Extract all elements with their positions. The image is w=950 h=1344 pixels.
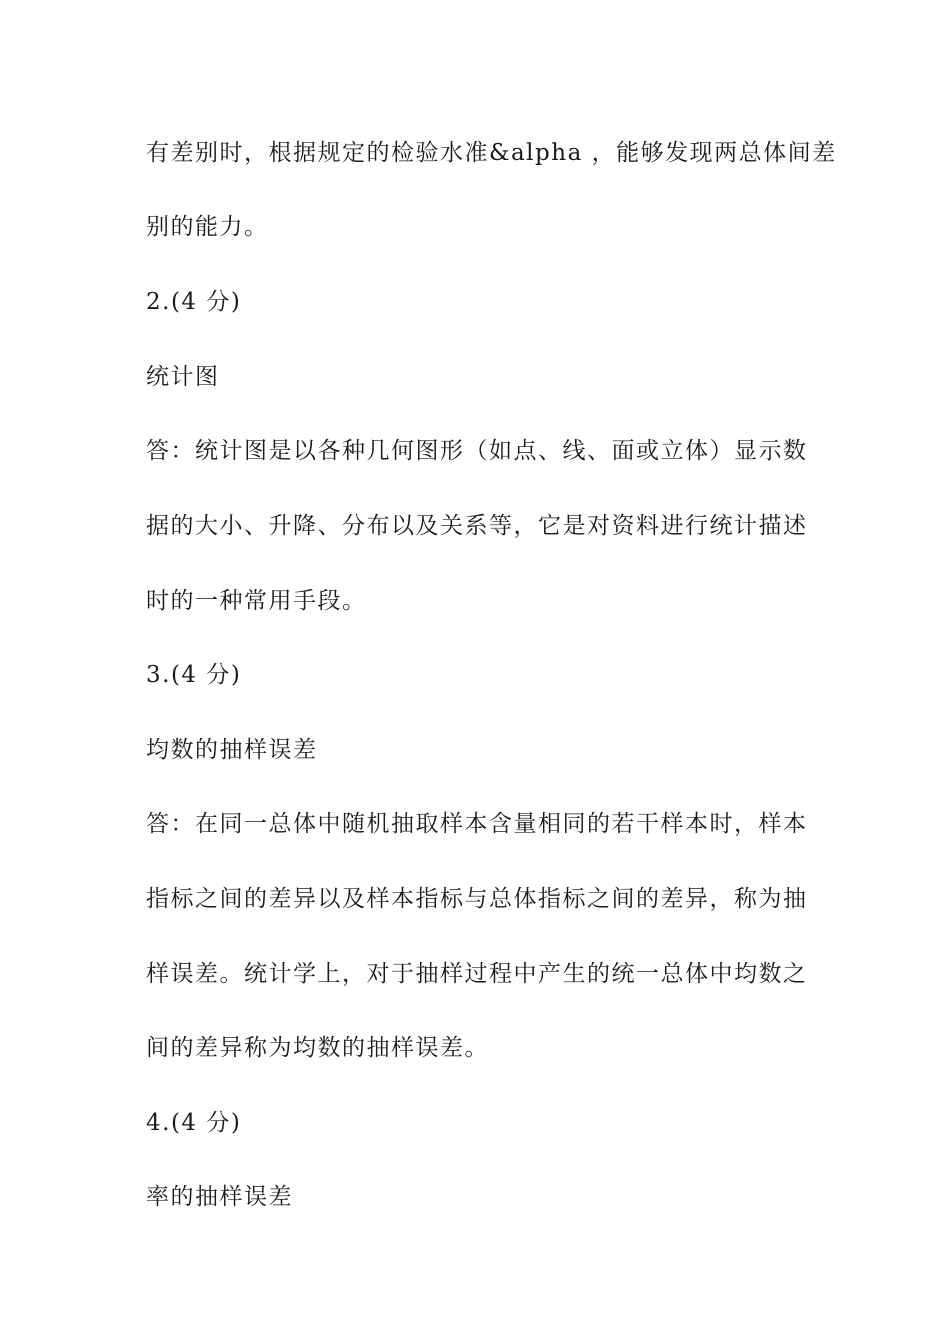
answer-text-line: 间的差异称为均数的抽样误差。 (146, 1035, 489, 1061)
answer-text-line: 样误差。统计学上，对于抽样过程中产生的统一总体中均数之 (146, 961, 808, 987)
question-term: 率的抽样误差 (146, 1184, 293, 1210)
body-text-line: 别的能力。 (146, 214, 269, 240)
body-text-line: 有差别时，根据规定的检验水准&alpha ，能够发现两总体间差 (146, 140, 837, 166)
answer-text-line: 时的一种常用手段。 (146, 588, 367, 614)
answer-text-line: 答：统计图是以各种几何图形（如点、线、面或立体）显示数 (146, 438, 808, 464)
question-term: 均数的抽样误差 (146, 737, 318, 763)
question-number: 3.(4 分) (146, 662, 242, 688)
question-term: 统计图 (146, 364, 220, 390)
answer-text-line: 指标之间的差异以及样本指标与总体指标之间的差异，称为抽 (146, 886, 808, 912)
question-number: 2.(4 分) (146, 289, 242, 315)
answer-text-line: 答：在同一总体中随机抽取样本含量相同的若干样本时，样本 (146, 811, 808, 837)
question-number: 4.(4 分) (146, 1110, 242, 1136)
answer-text-line: 据的大小、升降、分布以及关系等，它是对资料进行统计描述 (146, 513, 808, 539)
